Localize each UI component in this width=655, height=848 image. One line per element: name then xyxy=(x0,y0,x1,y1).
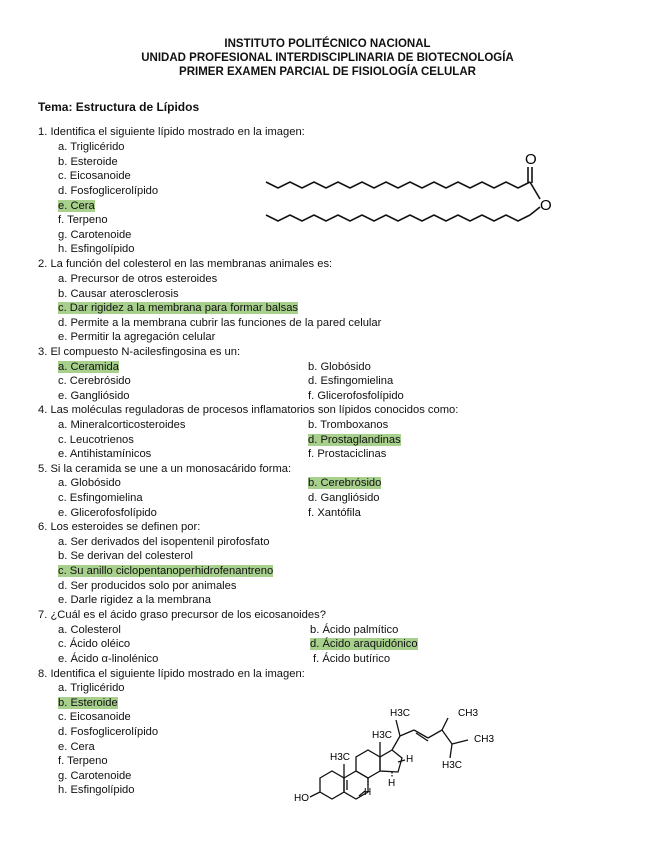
q5-option-correct[interactable]: b. Cerebrósido xyxy=(308,477,382,489)
q3-option[interactable]: f. Glicerofosfolípido xyxy=(308,390,404,402)
label-h3c-ring: H3C xyxy=(330,752,351,763)
q7-option[interactable]: c. Ácido oléico xyxy=(58,638,131,650)
label-h3c-bottom: H3C xyxy=(442,760,463,771)
q4-option[interactable]: e. Antihistamínicos xyxy=(58,448,152,460)
q2-option[interactable]: e. Permitir la agregación celular xyxy=(58,331,216,343)
q1-option[interactable]: c. Eicosanoide xyxy=(58,170,131,182)
acyl-chain xyxy=(266,182,530,188)
q5-option[interactable]: e. Glicerofosfolípido xyxy=(58,507,157,519)
ring-d xyxy=(380,750,402,772)
q1-option[interactable]: g. Carotenoide xyxy=(58,229,132,241)
ring-a xyxy=(320,771,344,799)
q5-option[interactable]: a. Globósido xyxy=(58,477,121,489)
label-h-b: H xyxy=(364,787,372,798)
q4-option[interactable]: a. Mineralcorticosteroides xyxy=(58,419,186,431)
q4-option[interactable]: b. Tromboxanos xyxy=(308,419,389,431)
q6-option[interactable]: e. Darle rigidez a la membrana xyxy=(58,594,211,606)
q3-option[interactable]: b. Globósido xyxy=(308,361,371,373)
q2-stem: 2. La función del colesterol en las membranas animales es: xyxy=(38,258,333,270)
q1-option-correct[interactable]: e. Cera xyxy=(58,200,95,212)
q4-option[interactable]: f. Prostaciclinas xyxy=(308,448,387,460)
q1-option[interactable]: b. Esteroide xyxy=(58,156,118,168)
ester-bond-2 xyxy=(530,207,540,215)
q1-option[interactable]: d. Fosfoglicerolípido xyxy=(58,185,159,197)
q8-option[interactable]: e. Cera xyxy=(58,741,95,753)
q5-option[interactable]: f. Xantófila xyxy=(308,507,361,519)
q7-option[interactable]: e. Ácido α-linolénico xyxy=(58,653,159,665)
q6-stem: 6. Los esteroides se definen por: xyxy=(38,521,201,533)
q1-stem: 1. Identifica el siguiente lípido mostrado en la imagen: xyxy=(38,126,305,138)
ester-bond xyxy=(530,182,540,199)
q3-option[interactable]: d. Esfingomielina xyxy=(308,375,394,387)
q7-option-correct[interactable]: d. Ácido araquidónico xyxy=(310,638,418,650)
label-h3c-top: H3C xyxy=(390,708,411,719)
q8-option[interactable]: f. Terpeno xyxy=(58,755,108,767)
q8-option-correct[interactable]: b. Esteroide xyxy=(58,697,118,709)
wax-ester-structure xyxy=(258,145,568,230)
q8-option[interactable]: c. Eicosanoide xyxy=(58,711,131,723)
q5-stem: 5. Si la ceramida se une a un monosacárido forma: xyxy=(38,463,292,475)
q5-option[interactable]: d. Gangliósido xyxy=(308,492,380,504)
label-h-c: H xyxy=(388,778,396,789)
q5-option[interactable]: c. Esfingomielina xyxy=(58,492,143,504)
q1-option[interactable]: a. Triglicérido xyxy=(58,141,125,153)
topic-title: Tema: Estructura de Lípidos xyxy=(38,100,200,114)
q3-option[interactable]: e. Gangliósido xyxy=(58,390,130,402)
q3-option[interactable]: c. Cerebrósido xyxy=(58,375,131,387)
carbonyl-oxygen: O xyxy=(525,151,537,168)
label-ho: HO xyxy=(294,793,309,804)
q6-option-correct[interactable]: c. Su anillo ciclopentanoperhidrofenantreno xyxy=(58,565,274,577)
q8-stem: 8. Identifica el siguiente lípido mostrado en la imagen: xyxy=(38,668,305,680)
label-ch3-far: CH3 xyxy=(474,734,495,745)
q2-option[interactable]: b. Causar aterosclerosis xyxy=(58,288,179,300)
ester-oxygen: O xyxy=(540,197,552,214)
q2-option[interactable]: d. Permite a la membrana cubrir las funciones de la pared celular xyxy=(58,317,382,329)
ring-c xyxy=(356,750,380,778)
q8-option[interactable]: h. Esfingolípido xyxy=(58,784,135,796)
q2-option-correct[interactable]: c. Dar rigidez a la membrana para formar balsas xyxy=(58,302,299,314)
q7-option[interactable]: a. Colesterol xyxy=(58,624,121,636)
q7-option[interactable]: f. Ácido butírico xyxy=(313,653,391,665)
header-exam-title: PRIMER EXAMEN PARCIAL DE FISIOLOGÍA CELULAR xyxy=(179,66,476,78)
steroid-structure xyxy=(290,700,510,805)
q8-option[interactable]: g. Carotenoide xyxy=(58,770,132,782)
q7-stem: 7. ¿Cuál es el ácido graso precursor de los eicosanoides? xyxy=(38,609,326,621)
q7-option[interactable]: b. Ácido palmítico xyxy=(310,624,399,636)
label-h-a: H xyxy=(406,754,414,765)
q4-option-correct[interactable]: d. Prostaglandinas xyxy=(308,434,401,446)
q8-option[interactable]: a. Triglicérido xyxy=(58,682,125,694)
q1-option[interactable]: f. Terpeno xyxy=(58,214,108,226)
alkyl-chain xyxy=(266,215,530,221)
header-unit: UNIDAD PROFESIONAL INTERDISCIPLINARIA DE BIOTECNOLOGÍA xyxy=(141,52,514,64)
q6-option[interactable]: d. Ser producidos solo por animales xyxy=(58,580,237,592)
q6-option[interactable]: b. Se derivan del colesterol xyxy=(58,550,193,562)
label-h3c-mid: H3C xyxy=(372,730,393,741)
label-ch3-right: CH3 xyxy=(458,708,479,719)
q4-stem: 4. Las moléculas reguladoras de procesos inflamatorios son lípidos conocidos como: xyxy=(38,404,459,416)
q3-stem: 3. El compuesto N-acilesfingosina es un: xyxy=(38,346,241,358)
q1-option[interactable]: h. Esfingolípido xyxy=(58,243,135,255)
header-institution: INSTITUTO POLITÉCNICO NACIONAL xyxy=(224,38,431,50)
q2-option[interactable]: a. Precursor de otros esteroides xyxy=(58,273,218,285)
q6-option[interactable]: a. Ser derivados del isopentenil pirofosfato xyxy=(58,536,270,548)
q8-option[interactable]: d. Fosfoglicerolípido xyxy=(58,726,159,738)
q4-option[interactable]: c. Leucotrienos xyxy=(58,434,134,446)
q3-option-correct[interactable]: a. Ceramida xyxy=(58,361,119,373)
